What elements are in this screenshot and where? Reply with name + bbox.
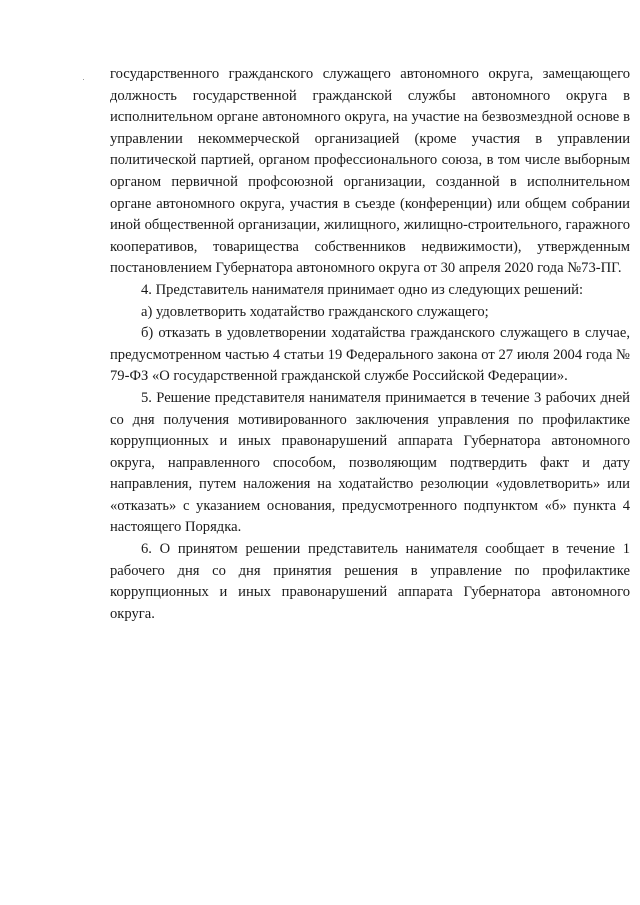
paragraph-item-5: 5. Решение представителя нанимателя принимается в течение 3 рабочих дней со дня получения мотивированного заключения управления по профилактике коррупционных и иных правонарушений аппарата Губернатора автономного округа, направленного способом, позволяющим подтвердить факт и дату направления, путем наложения на ходатайство резолюции «удовлетворить» или «отказать» с указанием основания, предусмотренного подпунктом «б» пункта 4 настоящего Порядка. bbox=[110, 389, 630, 536]
paragraph-item-6: 6. О принятом решении представитель нанимателя сообщает в течение 1 рабочего дня со дня принятия решения в управление по профилактике коррупционных и иных правонарушений аппарата Губернатора автономного округа. bbox=[110, 541, 630, 622]
scan-speck bbox=[83, 79, 84, 80]
paragraph-item-4: 4. Представитель нанимателя принимает одно из следующих решений: bbox=[141, 281, 584, 298]
paragraph-item-4b: б) отказать в удовлетворении ходатайства гражданского служащего в случае, предусмотренном частью 4 статьи 19 Федерального закона от 27 июля 2004 года № 79-ФЗ «О государственной гражданской службе Российской Федерации». bbox=[110, 325, 630, 385]
paragraph-item-4a: а) удовлетворить ходатайство гражданского служащего; bbox=[141, 303, 489, 320]
document-body bbox=[110, 64, 630, 625]
paragraph-continuation: государственного гражданского служащего автономного округа, замещающего должность государственной гражданской службы автономного округа в исполнительном органе автономного округа, на участие на безвозмездной основе в управлении некоммерческой организацией (кроме участия в управлении политической партией, органом профессионального союза, в том числе выборным органом первичной профсоюзной организации, созданной в исполнительном органе автономного округа, участия в съезде (конференции) или общем собрании иной общественной организации, жилищного, жилищно-строительного, гаражного кооперативов, товарищества собственников недвижимости), утвержденным постановлением Губернатора автономного округа от 30 апреля 2020 года №73-ПГ. bbox=[110, 66, 630, 277]
